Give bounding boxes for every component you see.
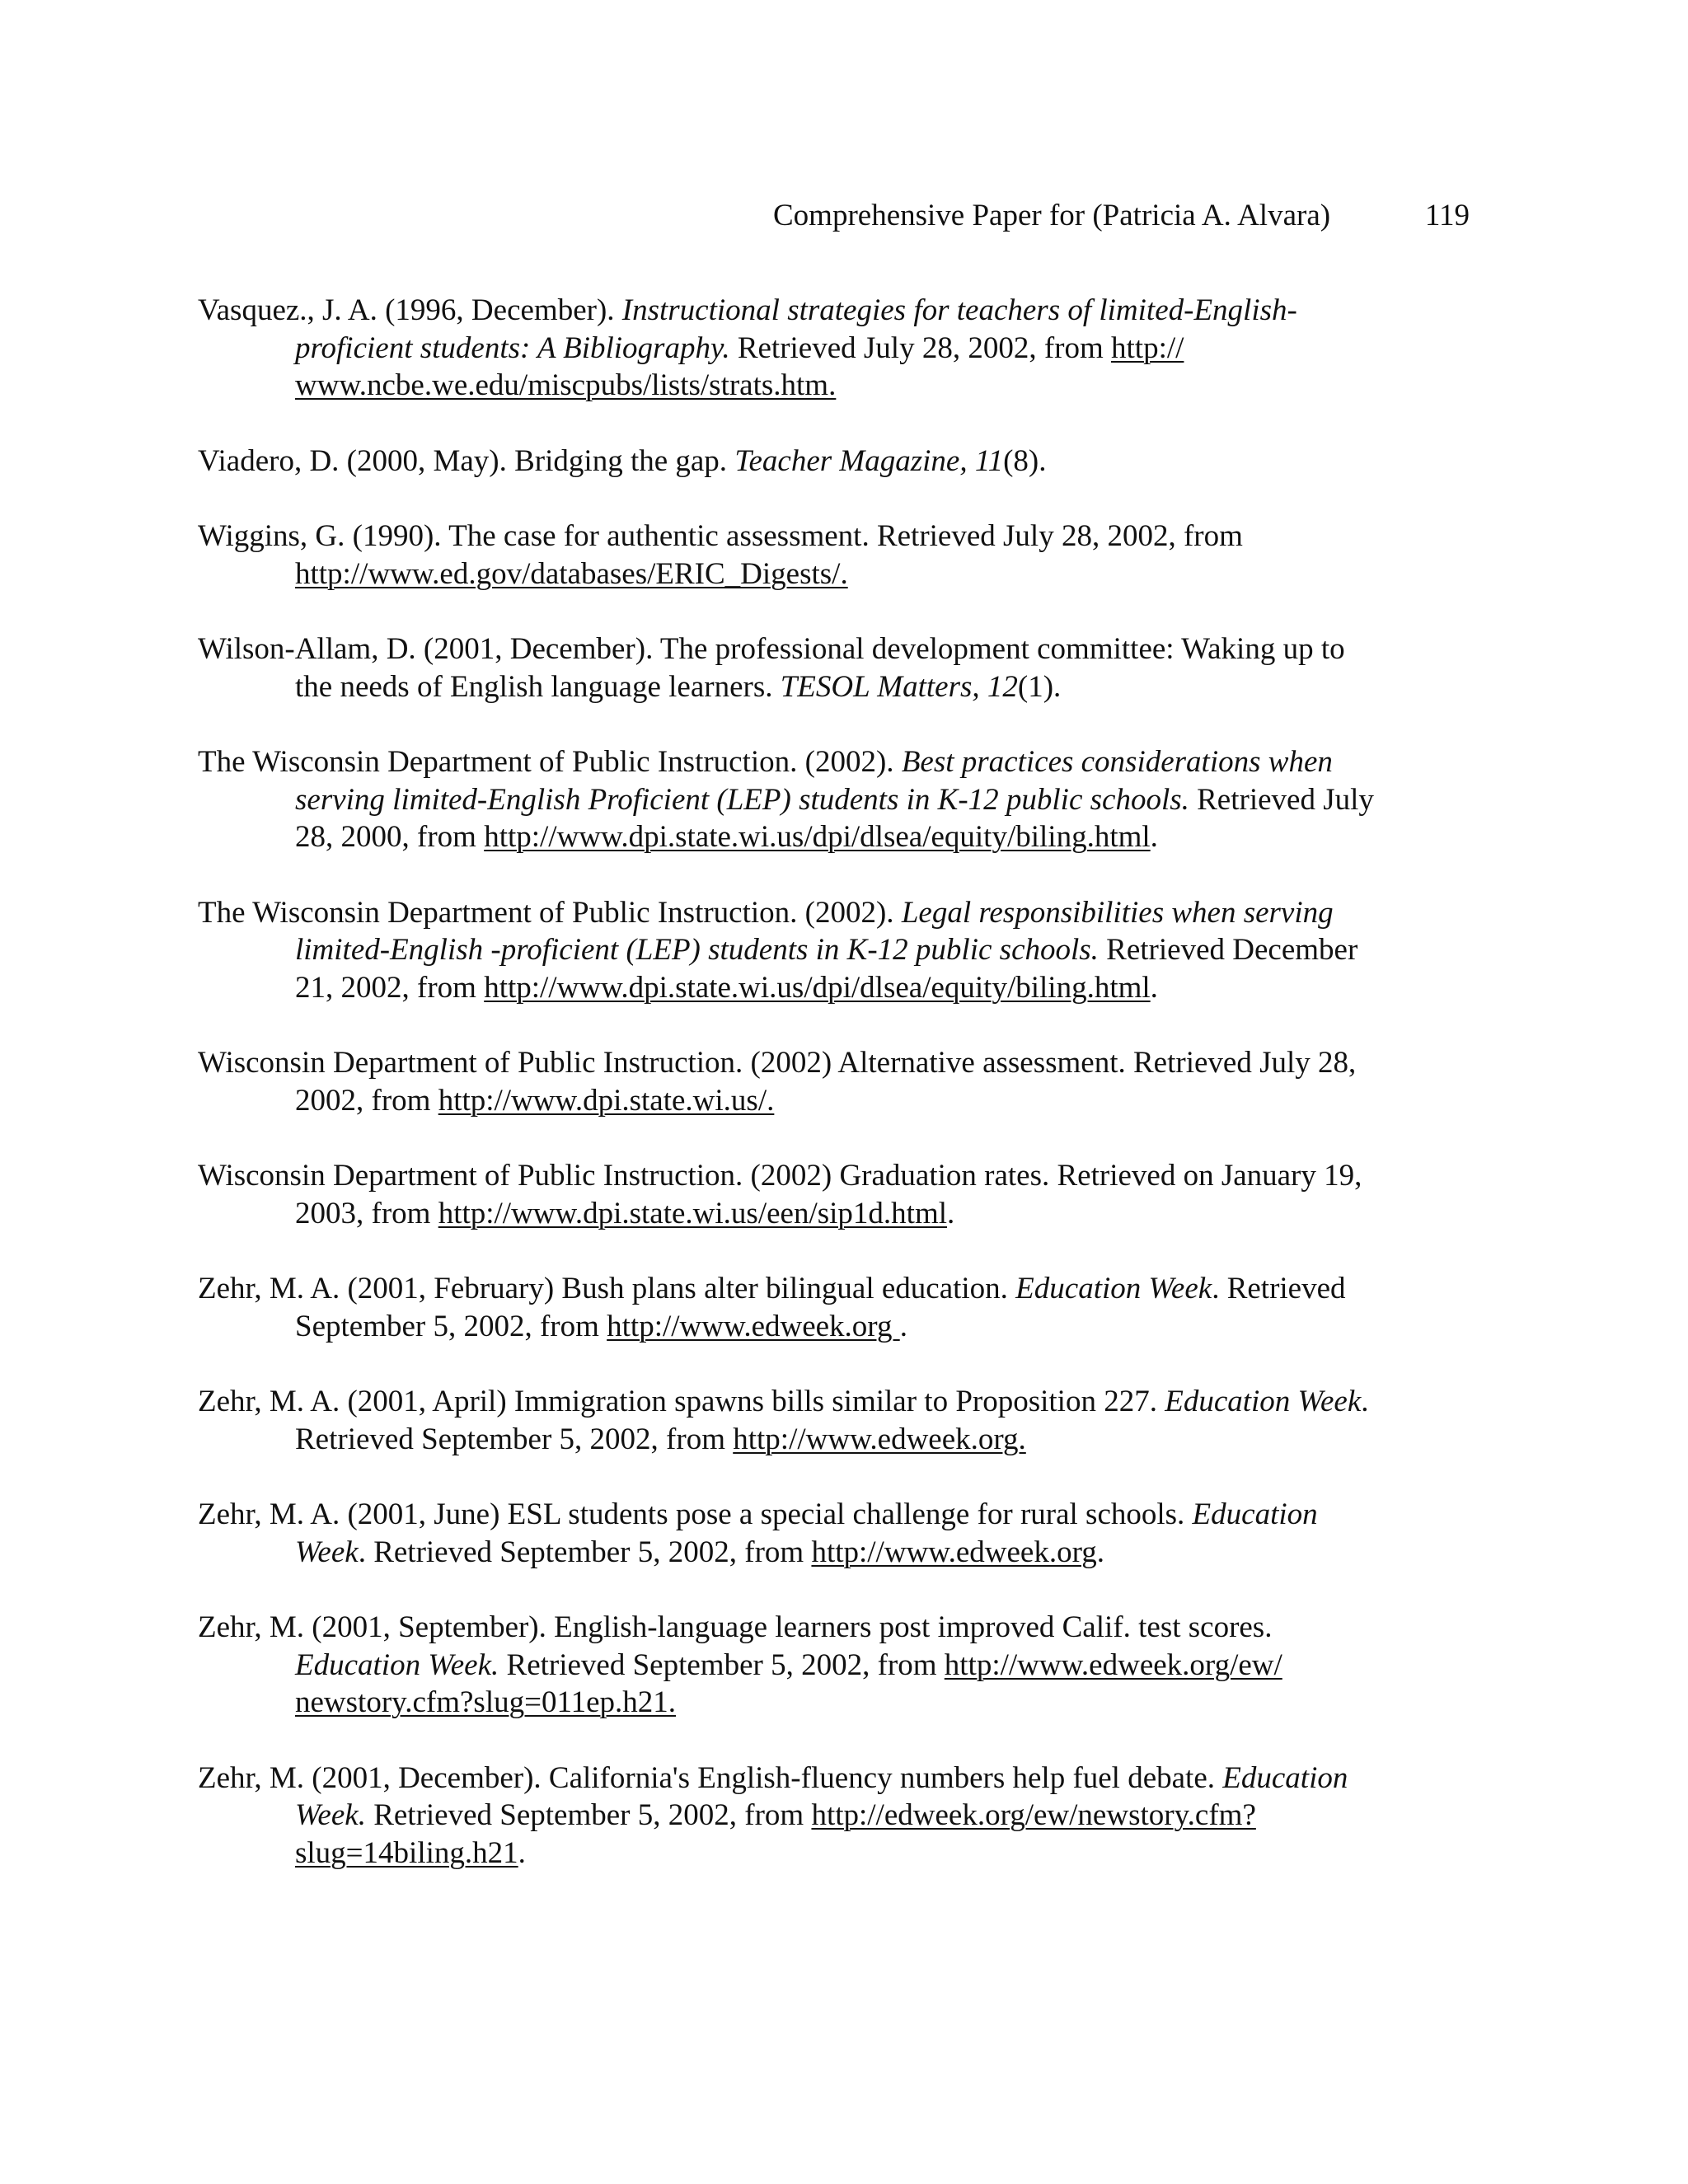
ref-text: The Wisconsin Department of Public Instruction. (2002).	[198, 895, 902, 930]
reference-entry	[198, 630, 1385, 705]
ref-text: Retrieved September 5, 2002, from	[499, 1647, 945, 1682]
running-head-title: Comprehensive Paper for (Patricia A. Alvara)	[773, 199, 1331, 232]
ref-link[interactable]: http://www.dpi.state.wi.us/.	[438, 1083, 775, 1118]
ref-text: Wiggins, G. (1990). The case for authentic assessment. Retrieved July 28, 2002, from	[198, 519, 1243, 553]
ref-text: The Wisconsin Department of Public Instruction. (2002).	[198, 745, 902, 779]
reference-entry	[198, 894, 1385, 1007]
ref-text: (1).	[1017, 669, 1062, 704]
ref-link[interactable]: http://www.ed.gov/databases/ERIC_Digests/.	[295, 556, 848, 591]
ref-link[interactable]: http:// www.ncbe.we.edu/miscpubs/lists/strats.htm.	[295, 330, 1184, 402]
reference-entry	[198, 743, 1385, 856]
ref-text: Retrieved July 28, 2000, from	[295, 782, 1374, 854]
ref-link[interactable]: http://www.dpi.state.wi.us/dpi/dlsea/equity/biling.html	[484, 970, 1151, 1005]
reference-entry	[198, 518, 1385, 593]
ref-text: .	[899, 1309, 907, 1343]
ref-text: . Retrieved September 5, 2002, from	[295, 1272, 1346, 1343]
reference-entry	[198, 1157, 1385, 1232]
ref-title: Education Week	[1015, 1272, 1212, 1305]
ref-text: Zehr, M. (2001, December). California's English-fluency numbers help fuel debate.	[198, 1760, 1223, 1795]
ref-link[interactable]: http://www.edweek.org	[811, 1535, 1097, 1569]
page-number: 119	[1424, 199, 1470, 232]
ref-text: .	[947, 1196, 955, 1230]
ref-text: Retrieved December 21, 2002, from	[295, 933, 1358, 1005]
ref-title: Legal responsibilities when serving limited-English -proficient (LEP) students in K-12 public schools.	[295, 895, 1334, 967]
ref-text: Retrieved September 5, 2002, from	[365, 1798, 812, 1832]
ref-text: Zehr, M. (2001, September). English-language learners post improved Calif. test scores.	[198, 1610, 1273, 1644]
ref-text: .	[1150, 970, 1158, 1005]
ref-text: . Retrieved September 5, 2002, from	[358, 1535, 812, 1569]
ref-text: Wisconsin Department of Public Instruction. (2002) Alternative assessment. Retrieved July 28, 2002, from	[198, 1046, 1357, 1118]
ref-link[interactable]: http://www.dpi.state.wi.us/dpi/dlsea/equity/biling.html	[484, 820, 1151, 854]
ref-title: Education Week	[295, 1497, 1318, 1569]
ref-text: (8).	[1003, 443, 1047, 478]
reference-entry	[198, 292, 1385, 405]
ref-title: Education Week.	[295, 1760, 1348, 1832]
reference-entry	[198, 1383, 1385, 1458]
ref-text: Zehr, M. A. (2001, June) ESL students pose a special challenge for rural schools.	[198, 1497, 1193, 1531]
ref-title: Education Week	[1165, 1385, 1362, 1418]
ref-title: Instructional strategies for teachers of limited-English-proficient students: A Bibliography.	[295, 293, 1297, 365]
ref-text: Vasquez., J. A. (1996, December).	[198, 293, 622, 327]
ref-link[interactable]: http://www.edweek.org/ew/ newstory.cfm?slug=011ep.h21.	[295, 1647, 1282, 1719]
ref-title: Best practices considerations when serving limited-English Proficient (LEP) students in K-12 public schools.	[295, 745, 1333, 817]
ref-text: Viadero, D. (2000, May). Bridging the gap.	[198, 443, 735, 478]
reference-entry	[198, 1496, 1385, 1571]
ref-text: Zehr, M. A. (2001, February) Bush plans alter bilingual education.	[198, 1272, 1016, 1305]
ref-text: Zehr, M. A. (2001, April) Immigration spawns bills similar to Proposition 227.	[198, 1385, 1165, 1418]
ref-title: TESOL Matters, 12	[780, 669, 1018, 704]
reference-entry	[198, 1609, 1385, 1722]
ref-text: . Retrieved September 5, 2002, from	[295, 1385, 1369, 1456]
ref-link[interactable]: http://edweek.org/ew/newstory.cfm?slug=14biling.h21	[295, 1798, 1256, 1870]
ref-title: Education Week.	[295, 1647, 499, 1682]
ref-text: Wilson-Allam, D. (2001, December). The professional development committee: Waking up to the needs of English language learners.	[198, 632, 1345, 704]
ref-text: .	[1150, 820, 1158, 854]
ref-title: Teacher Magazine, 11	[734, 443, 1004, 478]
ref-text: .	[518, 1835, 526, 1870]
ref-text: .	[1096, 1535, 1104, 1569]
ref-link[interactable]: http://www.edweek.org	[607, 1309, 900, 1343]
reference-entry	[198, 1044, 1385, 1119]
ref-text: Wisconsin Department of Public Instruction. (2002) Graduation rates. Retrieved on January 19, 2003, from	[198, 1159, 1362, 1230]
reference-entry	[198, 443, 1385, 480]
reference-list	[198, 292, 1385, 1910]
reference-entry	[198, 1270, 1385, 1345]
ref-link[interactable]: http://www.dpi.state.wi.us/een/sip1d.html	[438, 1196, 947, 1230]
ref-text: Retrieved July 28, 2002, from	[729, 330, 1112, 365]
reference-entry	[198, 1760, 1385, 1872]
ref-link[interactable]: http://www.edweek.org.	[733, 1422, 1026, 1456]
